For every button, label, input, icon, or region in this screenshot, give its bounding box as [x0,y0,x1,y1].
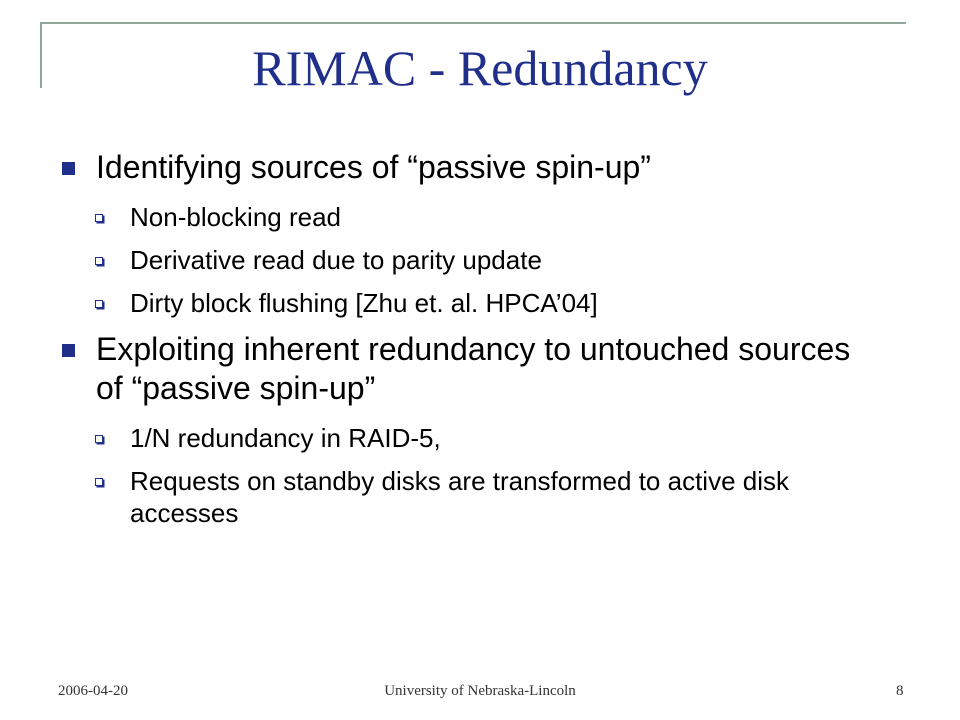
filled-square-bullet-icon [62,344,75,357]
slide-content [62,148,862,540]
bullet-text: Identifying sources of “passive spin-up” [96,149,651,185]
sub-bullet-item [62,422,862,454]
sub-bullet-item [62,465,862,529]
footer-organization: University of Nebraska-Lincoln [384,683,576,699]
bullet-item-1 [62,148,862,187]
bullet-group-2 [62,330,862,529]
frame-top-line [40,22,906,24]
hollow-square-bullet-icon [95,478,103,486]
sub-bullet-text: 1/N redundancy in RAID-5, [130,423,441,453]
sub-bullet-text: Derivative read due to parity update [130,245,542,275]
hollow-square-bullet-icon [95,214,103,222]
bullet-item-2 [62,330,862,408]
sub-bullet-text: Non-blocking read [130,202,342,232]
sub-bullet-text: Requests on standby disks are transformed to active disk accesses [130,466,789,528]
hollow-square-bullet-icon [95,435,103,443]
filled-square-bullet-icon [62,162,75,175]
slide-title: RIMAC - Redundancy [252,40,708,96]
hollow-square-bullet-icon [95,300,103,308]
bullet-text: Exploiting inherent redundancy to untouched sources of “passive spin-up” [96,331,851,406]
hollow-square-bullet-icon [95,257,103,265]
footer-page-number: 8 [896,683,904,699]
sub-bullet-text: Dirty block flushing [Zhu et. al. HPCA’04] [130,288,598,318]
sub-bullet-item [62,244,862,276]
sub-bullet-item [62,201,862,233]
bullet-group-1 [62,148,862,319]
sub-bullet-item [62,287,862,319]
footer-date: 2006-04-20 [58,683,128,699]
